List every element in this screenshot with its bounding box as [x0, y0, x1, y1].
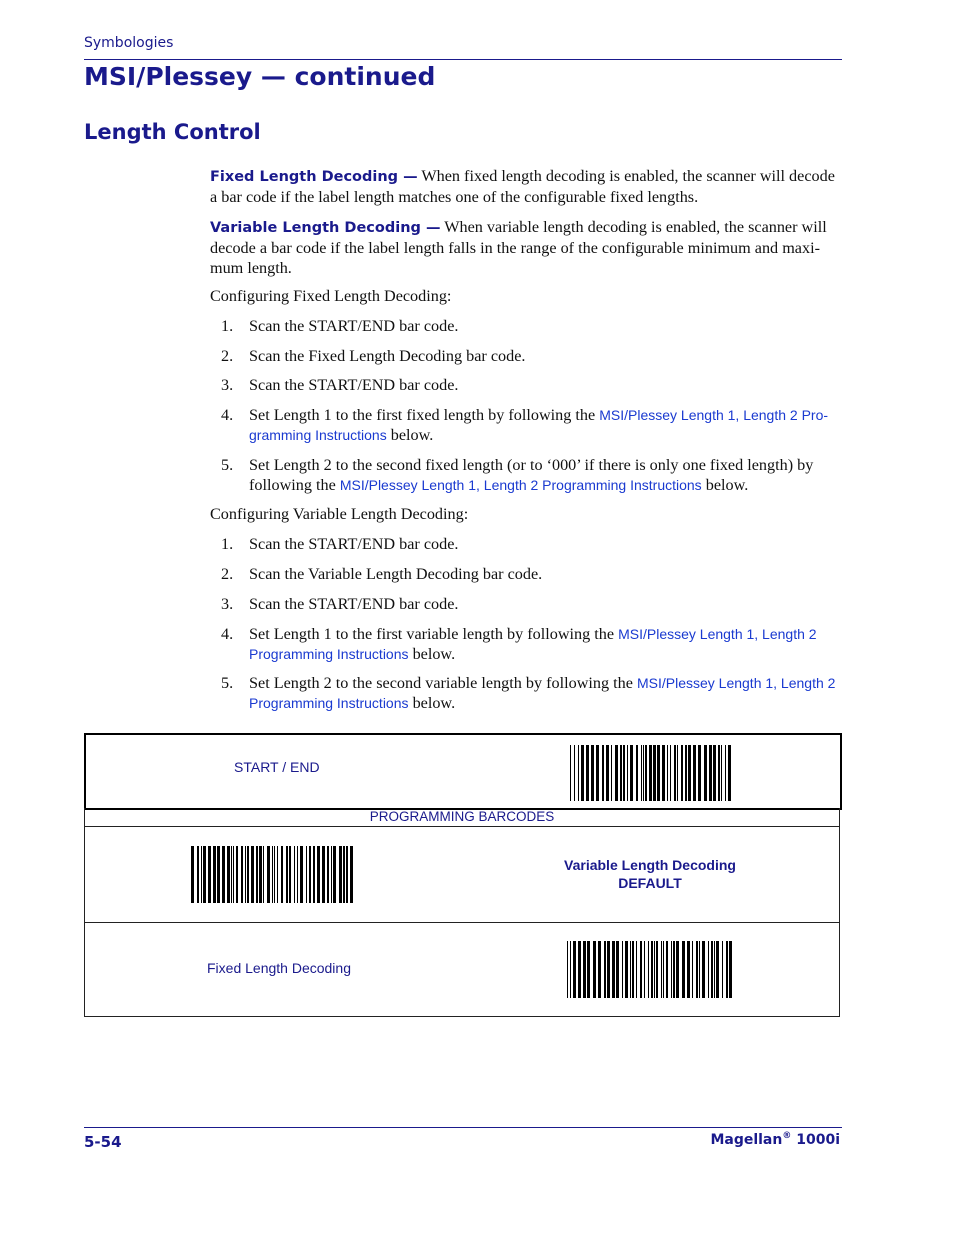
fixed-length-paragraph — [210, 166, 840, 207]
barcode-bar — [713, 745, 716, 801]
step-text: Scan the Fixed Length Decoding bar code. — [249, 346, 526, 365]
start-end-row — [84, 733, 842, 810]
barcode-bar — [596, 745, 599, 801]
barcode-bar — [327, 846, 329, 903]
step-text: Scan the Variable Length Decoding bar code. — [249, 565, 543, 584]
registered-mark: ® — [782, 1131, 792, 1141]
variable-length-barcode[interactable] — [191, 846, 355, 903]
barcode-bar — [714, 941, 715, 998]
barcode-bar — [643, 745, 644, 801]
barcode-bar — [317, 846, 320, 903]
barcode-bar — [718, 745, 720, 801]
barcode-bar — [640, 941, 642, 998]
barcode-bar — [636, 745, 638, 801]
barcode-bar — [231, 846, 232, 903]
barcode-bar — [726, 941, 728, 998]
variable-length-label-line1: Variable Length Decoding — [564, 857, 736, 873]
barcode-bar — [666, 941, 668, 998]
barcode-bar — [201, 846, 202, 903]
step-item — [210, 405, 840, 445]
step-text: Scan the START/END bar code. — [249, 594, 459, 613]
step-number: 5. — [221, 455, 234, 474]
step-item — [210, 673, 840, 713]
barcode-bar — [570, 745, 571, 801]
barcode-bar — [662, 745, 665, 801]
barcode-bar — [615, 745, 618, 801]
barcode-bar — [203, 846, 206, 903]
barcode-bar — [339, 846, 342, 903]
start-end-barcode[interactable] — [570, 745, 734, 801]
step-item — [210, 316, 840, 336]
barcode-bar — [259, 846, 262, 903]
barcode-bar — [708, 941, 709, 998]
barcode-bar — [676, 941, 679, 998]
step-text: Set Length 2 to the second fixed length (or to ‘000’ if there is only one fixed length) by following the — [249, 455, 814, 494]
barcode-bar — [331, 846, 332, 903]
barcode-bar — [233, 846, 234, 903]
barcode-bar — [663, 941, 664, 998]
barcode-bar — [277, 846, 278, 903]
barcode-bar — [593, 941, 596, 998]
header-rule — [84, 59, 842, 60]
barcode-bar — [607, 941, 610, 998]
variable-length-barcode-label — [551, 856, 749, 892]
barcode-bar — [267, 846, 270, 903]
fixed-steps-list — [210, 316, 840, 495]
step-number: 4. — [221, 624, 234, 643]
barcode-bar — [636, 941, 637, 998]
barcode-bar — [667, 745, 668, 801]
barcode-bar — [222, 846, 225, 903]
barcode-bar — [711, 941, 713, 998]
barcode-bar — [648, 941, 649, 998]
barcode-bar — [671, 941, 672, 998]
config-variable-heading: Configuring Variable Length Decoding: — [210, 505, 469, 524]
step-text: Scan the START/END bar code. — [249, 376, 459, 395]
step-text-after: below. — [386, 426, 434, 445]
barcode-bar — [197, 846, 199, 903]
step-number: 1. — [221, 317, 234, 335]
barcode-bar — [651, 941, 653, 998]
barcode-bar — [586, 745, 589, 801]
barcode-bar — [263, 846, 264, 903]
fixed-length-barcode-label: Fixed Length Decoding — [207, 960, 351, 976]
barcode-bar — [653, 745, 656, 801]
step-number: 1. — [221, 535, 234, 554]
barcode-bar — [286, 846, 288, 903]
barcode-bar — [256, 846, 258, 903]
page-number: 5-54 — [84, 1133, 122, 1151]
barcode-bar — [272, 846, 273, 903]
barcode-bar — [649, 745, 652, 801]
barcode-bar — [645, 745, 647, 801]
running-header-section: Symbologies — [84, 35, 174, 51]
barcode-bar — [682, 941, 685, 998]
barcode-bar — [300, 846, 303, 903]
barcode-bar — [247, 846, 249, 903]
barcode-bar — [581, 745, 584, 801]
barcode-bar — [677, 745, 678, 801]
step-text: Set Length 1 to the first variable length by following the — [249, 624, 619, 643]
footer-rule — [84, 1127, 842, 1128]
barcode-bar — [622, 941, 623, 998]
step-text: Set Length 2 to the second variable length by following the — [249, 674, 637, 693]
variable-length-label-default: DEFAULT — [618, 875, 682, 891]
step-text: Scan the START/END bar code. — [249, 535, 459, 554]
barcode-bar — [294, 846, 295, 903]
barcode-bar — [699, 941, 700, 998]
barcode-bar — [578, 745, 579, 801]
barcode-bar — [213, 846, 216, 903]
programming-instructions-link[interactable]: MSI/Plessey Length 1, Length 2 Programming Instructions — [339, 476, 702, 493]
barcode-bar — [623, 745, 625, 801]
barcode-bar — [657, 745, 660, 801]
barcode-bar — [567, 941, 568, 998]
barcode-bar — [611, 745, 612, 801]
barcode-bar — [306, 846, 307, 903]
body-text — [210, 166, 840, 723]
barcode-bar — [709, 745, 712, 801]
step-number: 5. — [221, 674, 234, 693]
barcode-bar — [681, 745, 683, 801]
barcode-bar — [721, 745, 722, 801]
barcode-bar — [627, 745, 628, 801]
barcode-bar — [274, 846, 275, 903]
barcode-bar — [236, 846, 238, 903]
page-title: MSI/Plessey — continued — [84, 62, 436, 91]
barcode-bar — [343, 846, 345, 903]
programming-instructions-link[interactable]: MSI/Plessey Length 1, Length 2 Programming Instructions — [249, 625, 817, 662]
barcode-bar — [606, 745, 609, 801]
barcode-bar — [632, 941, 634, 998]
barcode-bar — [578, 941, 581, 998]
step-number: 2. — [221, 346, 234, 365]
barcode-bar — [616, 941, 619, 998]
barcode-bar — [598, 941, 601, 998]
variable-length-row — [84, 826, 840, 923]
config-fixed-heading: Configuring Fixed Length Decoding: — [210, 287, 452, 305]
variable-length-description: When variable length decoding is enabled, the scanner will decode a bar code if the label length falls in the range of the configurable minimum and maxi-mum length. — [210, 218, 827, 277]
barcode-bar — [674, 745, 676, 801]
barcode-bar — [297, 846, 298, 903]
barcode-bar — [333, 846, 336, 903]
barcode-bar — [227, 846, 230, 903]
step-number: 3. — [221, 594, 234, 613]
barcode-bar — [208, 846, 211, 903]
barcode-bar — [692, 941, 693, 998]
variable-length-paragraph — [210, 217, 840, 278]
fixed-length-row — [84, 921, 840, 1017]
step-item — [210, 624, 840, 664]
step-item — [210, 594, 840, 614]
barcode-bar — [702, 941, 705, 998]
barcode-bar — [573, 941, 576, 998]
step-item — [210, 346, 840, 366]
barcode-bar — [656, 941, 658, 998]
fixed-length-term: Fixed Length Decoding — — [210, 169, 418, 185]
barcode-bar — [289, 846, 291, 903]
step-text-after: below. — [701, 475, 749, 494]
barcode-bar — [687, 941, 690, 998]
barcode-bar — [191, 846, 194, 903]
fixed-length-description: When fixed length decoding is enabled, the scanner will decode a bar code if the label length matches one of the configurable fixed lengths. — [210, 167, 835, 206]
variable-steps-list — [210, 534, 840, 713]
barcode-bar — [217, 846, 220, 903]
step-item — [210, 564, 840, 584]
barcode-bar — [722, 941, 723, 998]
step-number: 3. — [221, 376, 234, 395]
section-heading: Length Control — [84, 120, 261, 144]
barcode-bar — [725, 745, 726, 801]
programming-instructions-link[interactable]: MSI/Plessey Length 1, Length 2 Programming Instructions — [249, 675, 836, 712]
barcode-bar — [604, 941, 606, 998]
barcode-bar — [685, 745, 687, 801]
fixed-length-barcode[interactable] — [567, 941, 733, 998]
barcode-bar — [716, 941, 719, 998]
barcode-bar — [729, 941, 732, 998]
barcode-bar — [698, 745, 701, 801]
barcode-bar — [574, 745, 575, 801]
programming-caption-row — [84, 808, 840, 826]
barcode-bar — [602, 745, 604, 801]
barcode-bar — [661, 941, 662, 998]
barcode-bar — [688, 745, 691, 801]
barcode-bar — [704, 745, 707, 801]
barcode-bar — [654, 941, 655, 998]
barcode-bar — [245, 846, 246, 903]
barcode-bar — [350, 846, 353, 903]
step-item — [210, 455, 840, 495]
barcode-bar — [313, 846, 315, 903]
footer-product — [710, 1131, 840, 1148]
step-text-after: below. — [408, 644, 456, 663]
barcode-bar — [346, 846, 348, 903]
step-number: 4. — [221, 406, 234, 425]
barcode-bar — [583, 941, 586, 998]
barcode-bar — [322, 846, 325, 903]
step-number: 2. — [221, 565, 234, 584]
product-model: 1000i — [791, 1131, 840, 1148]
barcode-bar — [670, 745, 671, 801]
barcode-bar — [630, 941, 631, 998]
barcode-bar — [620, 745, 622, 801]
barcode-bar — [570, 941, 571, 998]
variable-length-term: Variable Length Decoding — — [210, 220, 441, 236]
barcode-bar — [241, 846, 243, 903]
barcode-bar — [728, 745, 731, 801]
barcode-bar — [641, 745, 642, 801]
barcode-bar — [630, 745, 633, 801]
barcode-bar — [281, 846, 283, 903]
programming-caption: PROGRAMMING BARCODES — [369, 809, 555, 824]
programming-instructions-link[interactable]: MSI/Plessey Length 1, Length 2 Pro-gramming Instructions — [249, 407, 829, 444]
step-text: Scan the START/END bar code. — [249, 317, 459, 335]
barcode-bar — [612, 941, 615, 998]
barcode-bar — [644, 941, 645, 998]
step-item — [210, 534, 840, 554]
product-name: Magellan — [710, 1131, 783, 1148]
barcode-bar — [251, 846, 254, 903]
barcode-bar — [309, 846, 311, 903]
barcode-bar — [696, 941, 698, 998]
barcode-bar — [693, 745, 696, 801]
barcode-bar — [587, 941, 590, 998]
barcode-bar — [673, 941, 675, 998]
step-item — [210, 375, 840, 395]
step-text: Set Length 1 to the first fixed length by following the — [249, 406, 600, 425]
start-end-label: START / END — [234, 759, 320, 775]
step-text-after: below. — [408, 694, 456, 713]
barcode-bar — [625, 941, 628, 998]
barcode-bar — [591, 745, 594, 801]
